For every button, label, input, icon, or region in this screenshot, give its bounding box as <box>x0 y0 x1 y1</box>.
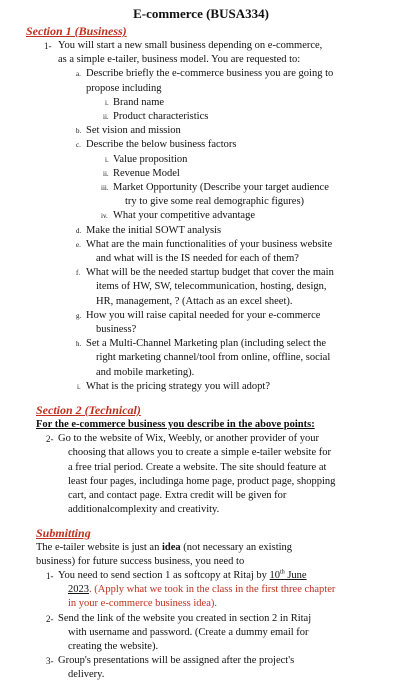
deadline-year: 2023 <box>68 584 89 596</box>
text-span: The e-tailer website is just an <box>36 541 162 553</box>
list-marker: a. <box>76 70 81 79</box>
text-line: Send the link of the website you created in section 2 in Ritaj <box>58 612 312 624</box>
list-marker: 2- <box>46 434 54 445</box>
text-span: You need to send section 1 as softcopy at Ritaj by <box>58 569 270 581</box>
text-line: try to give some real demographic figures) <box>125 196 305 208</box>
text-line: Product characteristics <box>113 111 209 123</box>
text-span: . (Apply what we took in the class in the first three chapter <box>89 584 336 596</box>
list-item-i <box>28 380 392 394</box>
list-item-c <box>28 138 392 152</box>
text-line: What is the pricing strategy you will adopt? <box>86 380 270 392</box>
text-span: (not necessary an existing <box>180 541 293 553</box>
section1-intro <box>28 39 392 67</box>
list-item-a-ii <box>28 110 392 124</box>
text-line: Set vision and mission <box>86 125 181 137</box>
text-line <box>36 541 392 555</box>
text-line: least four pages, includinga home page, product page, shopping <box>68 475 336 487</box>
text-line: You will start a new small business depending on e-commerce, <box>58 40 323 51</box>
text-span: June <box>284 569 307 581</box>
list-item-f <box>28 266 392 309</box>
text-line: propose including <box>86 82 162 94</box>
list-marker: e. <box>76 240 81 249</box>
text-line: How you will raise capital needed for your e-commerce <box>86 309 321 321</box>
submitting-heading: Submitting <box>36 525 91 540</box>
list-marker: g. <box>76 311 82 320</box>
list-marker: 1- <box>46 570 54 581</box>
text-line: right marketing channel/tool from online, offline, social <box>96 352 331 364</box>
list-item-c-ii <box>28 167 392 181</box>
text-line: Revenue Model <box>113 167 180 179</box>
list-marker: 1- <box>44 41 52 51</box>
text-line <box>68 583 392 597</box>
text-line: Describe the below business factors <box>86 139 237 151</box>
text-line: and what will is the IS needed for each of them? <box>96 253 299 265</box>
list-marker: 2- <box>46 613 54 624</box>
list-item-c-iv <box>28 209 392 223</box>
list-marker: ii. <box>103 169 109 178</box>
text-line: What will be the needed startup budget that cover the main <box>86 267 334 279</box>
text-line: business? <box>96 324 137 336</box>
text-line: creating the website). <box>68 640 159 652</box>
bold-text: idea <box>161 541 181 553</box>
section2-heading: Section 2 (Technical) <box>36 403 141 418</box>
text-line: with username and password. (Create a dummy email for <box>68 626 309 638</box>
list-item-h <box>28 337 392 380</box>
text-line: Group's presentations will be assigned after the project's <box>58 655 295 667</box>
submitting-intro <box>36 541 392 569</box>
text-line: Market Opportunity (Describe your target audience <box>113 182 329 194</box>
text-span: 10 <box>269 569 281 581</box>
list-item-b <box>28 124 392 138</box>
list-marker: ii. <box>103 113 109 122</box>
text-line: Brand name <box>113 96 165 108</box>
text-line: What are the main functionalities of your business website <box>86 238 333 250</box>
list-marker: i. <box>77 382 81 391</box>
text-line: cart, and contact page. Extra credit will be given for <box>68 490 287 502</box>
deadline-date <box>270 570 307 581</box>
list-item-d <box>28 224 392 238</box>
text-line: HR, management, ? (Attach as an excel sheet). <box>96 295 293 307</box>
submit-item-1 <box>28 569 392 612</box>
submit-item-2 <box>28 612 392 655</box>
text-line: Describe briefly the e-commerce business you are going to <box>86 68 334 80</box>
document-title: E-commerce (BUSA334) <box>133 6 269 21</box>
list-marker: i. <box>105 155 109 164</box>
list-marker: h. <box>76 340 82 349</box>
text-line: a free trial period. Create a website. The site should feature at <box>68 461 327 473</box>
list-marker: i. <box>105 98 109 107</box>
submit-item-3 <box>28 654 392 682</box>
superscript: th <box>280 569 285 576</box>
list-marker: f. <box>76 269 81 278</box>
list-marker: d. <box>76 226 82 235</box>
text-line: Go to the website of Wix, Weebly, or another provider of your <box>58 433 319 445</box>
section1-heading: Section 1 (Business) <box>26 24 127 38</box>
list-marker: 3- <box>46 656 54 667</box>
list-item-c-iii <box>28 181 392 209</box>
text-line: items of HW, SW, telecommunication, hosting, design, <box>96 281 327 293</box>
text-line: What your competitive advantage <box>113 210 255 222</box>
list-marker: c. <box>76 141 81 150</box>
list-marker: iv. <box>101 212 108 221</box>
text-line: delivery. <box>68 669 105 681</box>
text-line: Set a Multi-Channel Marketing plan (including select the <box>86 338 326 350</box>
list-item-a <box>28 67 392 95</box>
list-item-e <box>28 238 392 266</box>
list-marker: b. <box>76 127 82 136</box>
list-item-c-i <box>28 153 392 167</box>
list-item-a-i <box>28 96 392 110</box>
text-line: business) for future success business, you need to <box>36 555 245 567</box>
text-line: Make the initial SOWT analysis <box>86 224 222 236</box>
text-line: as a simple e-tailer, business model. You are requested to: <box>58 54 301 66</box>
list-marker: iii. <box>101 184 109 193</box>
text-line: Value proposition <box>113 153 188 165</box>
text-line: and mobile marketing). <box>96 366 195 378</box>
text-line: additionalcomplexity and creativity. <box>68 504 220 516</box>
text-line <box>58 569 392 583</box>
text-line: in your e-commerce business idea). <box>68 598 217 610</box>
section2-item <box>28 432 392 517</box>
section2-subheading: For the e-commerce business you describe in the above points: <box>36 419 315 431</box>
list-item-g <box>28 309 392 337</box>
text-line: choosing that allows you to create a simple e-tailer website for <box>68 447 331 459</box>
